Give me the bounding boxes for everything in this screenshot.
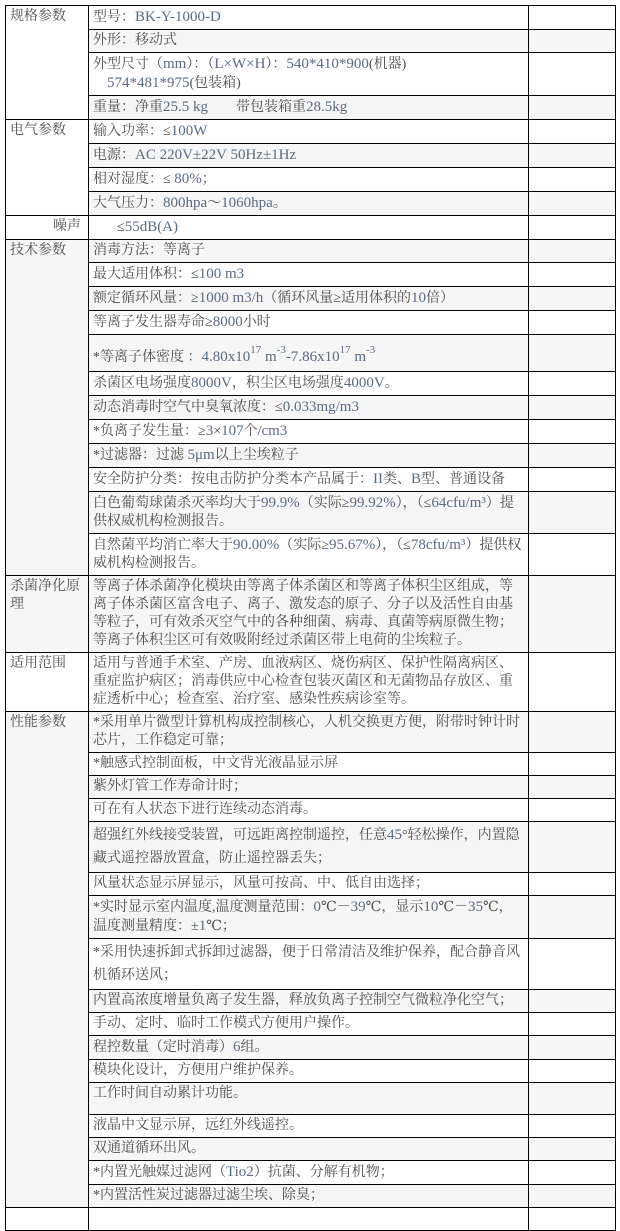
cjk-text: ℃－ — [321, 900, 351, 915]
spec-cell — [89, 168, 529, 192]
cjk-text: 以上尘埃粒子 — [214, 448, 299, 463]
cjk-text: *过滤器：过滤 — [93, 448, 188, 463]
cjk-text: ℃，显示 — [365, 900, 424, 915]
cjk-text: 等离子体杀菌净化模块由等离子体杀菌区和等离子体积尘区组成，等离子体杀菌区富含电子、离子、激发态的原子、分子以及活性自由基等粒子，可有效杀灭空气中的各种细菌、病毒、真菌等病原微生物；等离子体积尘区可有效吸附经过杀菌区带上电荷的尘埃粒子。 — [93, 579, 513, 648]
latin-text: 8000 — [212, 314, 243, 330]
latin-text: -7.86x10 — [285, 349, 340, 365]
empty-cell — [529, 1208, 616, 1231]
cjk-text: 外形：移动式 — [93, 33, 177, 48]
cjk-text: 。 — [272, 196, 287, 211]
table-row — [6, 372, 616, 396]
cjk-text: ～ — [207, 196, 222, 211]
empty-cell — [529, 1060, 616, 1083]
table-row — [6, 335, 616, 372]
cjk-text: *实时显示室内温度,温度测量范围： — [93, 900, 314, 915]
category-cell: 适用范围 — [6, 653, 89, 712]
empty-cell — [529, 712, 616, 753]
cjk-text: ）提供权威机构检测报告。 — [93, 496, 514, 529]
cjk-text: 类、 — [383, 472, 411, 487]
cjk-text: ； — [201, 172, 216, 187]
latin-text: m — [261, 349, 277, 365]
table-row — [6, 120, 616, 144]
cjk-text: 白色葡萄球菌杀灭率均大于 — [93, 496, 261, 511]
cjk-text: 紫外灯管工作寿命计时； — [93, 779, 247, 794]
table-row — [6, 1185, 616, 1208]
cjk-text: ），（≤ — [375, 538, 411, 553]
table-row — [6, 776, 616, 799]
latin-text: 6 — [233, 1039, 241, 1055]
table-row — [6, 576, 616, 653]
table-row — [6, 240, 616, 263]
category-cell: 性能参数 — [6, 712, 89, 1208]
empty-cell — [529, 192, 616, 216]
latin-text: 25.5 kg — [163, 99, 208, 115]
empty-cell — [529, 96, 616, 120]
category-cell: 杀菌净化原理 — [6, 576, 89, 653]
spec-cell — [89, 1208, 529, 1231]
latin-text: 10 — [423, 899, 439, 915]
spec-cell — [89, 1185, 529, 1208]
cjk-text: ），（≤ — [395, 496, 432, 511]
table-row — [6, 1036, 616, 1060]
latin-text: 35 — [468, 899, 484, 915]
latin-text: 107 — [221, 423, 244, 439]
cjk-text: 双通道循环出风。 — [93, 1141, 205, 1156]
category-cell: 规格参数 — [6, 6, 89, 120]
spec-cell — [89, 776, 529, 799]
cjk-text: 安全防护分类：按电击防护分类本产品属于： — [93, 472, 373, 487]
cjk-text: 适用与普通手术室、产房、血液病区、烧伤病区、保护性隔离病区、重症监护病区；消毒供应中心检查包装灭菌区和无菌物品存放区、重症透析中心；检查室、治疗室、感染性疾病诊室等。 — [93, 656, 513, 707]
table-row — [6, 96, 616, 120]
table-row — [6, 1115, 616, 1138]
superscript-text: -3 — [366, 344, 376, 356]
cjk-text: 外型尺寸（ — [93, 57, 163, 72]
cjk-text: 手动、定时、临时工作模式方便用户操作。 — [93, 1016, 359, 1031]
spec-cell — [89, 1138, 529, 1161]
cjk-text: 自然菌平均消亡率大于 — [93, 538, 233, 553]
empty-cell — [529, 372, 616, 396]
cjk-text: 内置高浓度增量负离子发生器，释放负离子控制空气微粒净化空气； — [93, 993, 513, 1008]
empty-cell — [529, 144, 616, 168]
superscript-text: -3 — [276, 344, 286, 356]
latin-text: L×W×H — [214, 56, 266, 72]
spec-cell — [89, 335, 529, 372]
latin-text: 540*410*900 — [286, 56, 369, 72]
latin-text: 64cfu/m³ — [431, 495, 486, 511]
cjk-text: （实际≥ — [279, 538, 329, 553]
cjk-text: 额定循环风量：≥ — [93, 291, 199, 306]
cjk-text: (包装箱) — [189, 76, 241, 91]
spec-cell — [89, 1161, 529, 1185]
empty-cell — [529, 396, 616, 420]
superscript-text: 17 — [250, 344, 262, 356]
table-row — [6, 1138, 616, 1161]
table-row — [6, 896, 616, 939]
empty-cell — [529, 335, 616, 372]
table-row — [6, 534, 616, 576]
cjk-text: 程控数量（定时消毒） — [93, 1040, 233, 1055]
table-row — [6, 799, 616, 822]
spec-cell — [89, 939, 529, 990]
spec-cell — [89, 240, 529, 263]
spec-cell — [89, 576, 529, 653]
empty-cell — [529, 263, 616, 287]
spec-cell — [89, 287, 529, 311]
spec-cell — [89, 192, 529, 216]
spec-cell — [89, 396, 529, 420]
empty-cell — [529, 240, 616, 263]
empty-cell — [529, 896, 616, 939]
spec-cell — [89, 96, 529, 120]
cjk-text: *内置活性炭过滤器过滤尘埃、除臭； — [93, 1188, 324, 1203]
category-cell: 技术参数 — [6, 240, 89, 576]
cjk-text: 大气压力： — [93, 196, 163, 211]
cjk-text: 等离子发生器寿命≥ — [93, 315, 213, 330]
spec-cell — [89, 120, 529, 144]
empty-cell — [529, 1115, 616, 1138]
table-row — [6, 1208, 616, 1231]
spec-cell — [89, 216, 529, 240]
spec-cell — [89, 468, 529, 492]
empty-cell — [529, 30, 616, 53]
latin-text: 0 — [313, 899, 321, 915]
latin-text: 574*481*975 — [107, 75, 190, 91]
cjk-text: 小时 — [242, 315, 271, 330]
latin-text: 100 m3 — [198, 266, 245, 282]
cjk-text: *负离子发生量：≥ — [93, 424, 206, 439]
latin-text: 1000 m3/h — [198, 290, 264, 306]
spec-cell — [89, 873, 529, 896]
cjk-text: ≤ — [117, 220, 125, 235]
latin-text: m — [350, 349, 367, 365]
latin-text: 99.92% — [349, 495, 396, 511]
table-row — [6, 53, 616, 96]
table-row — [6, 468, 616, 492]
spec-cell — [89, 1013, 529, 1036]
empty-cell — [529, 492, 616, 534]
latin-text: 28.5kg — [306, 99, 348, 115]
table-row — [6, 822, 616, 873]
spec-cell — [89, 1036, 529, 1060]
cjk-text: 超强红外线接受装置，可远距离控制遥控，任意 — [93, 828, 387, 843]
table-row — [6, 653, 616, 712]
spec-cell — [89, 534, 529, 576]
empty-cell — [529, 6, 616, 30]
latin-text: AC 220V±22V 50Hz±1Hz — [135, 147, 297, 163]
cjk-text: 消毒方法：等离子 — [93, 243, 205, 258]
cjk-text: （循环风量≥适用体积的 — [263, 291, 411, 306]
spacer — [208, 110, 236, 111]
latin-text: 4.80x10 — [201, 349, 251, 365]
latin-text: 55dB(A) — [124, 219, 179, 235]
spec-cell — [89, 1115, 529, 1138]
spec-cell — [89, 653, 529, 712]
cjk-text: 带包装箱重 — [236, 100, 306, 115]
spec-cell — [89, 444, 529, 468]
table-row — [6, 6, 616, 30]
latin-text: 3 — [205, 423, 214, 439]
table-row — [6, 396, 616, 420]
latin-text: 1 — [198, 918, 207, 934]
cjk-text: 液晶中文显示屏，远红外线遥控。 — [93, 1118, 303, 1133]
empty-cell — [529, 444, 616, 468]
empty-cell — [529, 1013, 616, 1036]
spec-cell — [89, 1060, 529, 1083]
cjk-text: 动态消毒时空气中臭氧浓度：≤ — [93, 400, 283, 415]
spec-cell — [89, 53, 529, 96]
empty-cell — [529, 534, 616, 576]
spec-cell — [89, 263, 529, 287]
superscript-text: 17 — [339, 344, 351, 356]
empty-cell — [529, 873, 616, 896]
empty-cell — [529, 1036, 616, 1060]
cjk-text: ℃； — [206, 919, 236, 934]
latin-text: BK-Y-1000-D — [135, 9, 221, 25]
table-row — [6, 216, 616, 240]
cjk-text: 模块化设计，方便用户维护保养。 — [93, 1063, 303, 1078]
empty-cell — [529, 120, 616, 144]
spec-cell — [89, 799, 529, 822]
table-row — [6, 144, 616, 168]
cjk-text: 型号： — [93, 10, 135, 25]
table-row — [6, 168, 616, 192]
cjk-text: (机器) — [368, 57, 407, 72]
latin-text: 78cfu/m³ — [410, 537, 466, 553]
spec-cell — [89, 492, 529, 534]
category-cell: 噪声 — [6, 216, 89, 240]
spec-cell — [89, 311, 529, 335]
latin-text: 800hpa — [163, 195, 208, 211]
spec-cell — [89, 753, 529, 776]
empty-cell — [529, 776, 616, 799]
table-row — [6, 1083, 616, 1115]
cjk-text: 风量状态显示屏显示，风量可按高、中、低自由选择； — [93, 876, 429, 891]
cjk-text: ℃－ — [438, 900, 469, 915]
latin-text: 8000V — [191, 375, 232, 391]
spec-cell — [89, 896, 529, 939]
cjk-text: 相对湿度：≤ — [93, 172, 175, 187]
empty-cell — [529, 1161, 616, 1185]
spec-cell — [89, 1083, 529, 1115]
empty-cell — [529, 1083, 616, 1115]
empty-cell — [529, 311, 616, 335]
cjk-text: 个/ — [243, 424, 262, 439]
spec-cell — [89, 6, 529, 30]
empty-cell — [529, 468, 616, 492]
cjk-text: ）：（ — [186, 57, 215, 72]
cjk-text: *等离子体密度 ： — [93, 350, 202, 365]
spacer — [93, 86, 107, 87]
latin-text: Tio2 — [226, 1164, 254, 1180]
spec-cell — [89, 822, 529, 873]
spec-table-body — [6, 6, 616, 1231]
empty-cell — [529, 576, 616, 653]
cjk-text: 输入功率：≤ — [93, 124, 171, 139]
latin-text: mm — [163, 56, 187, 72]
table-row — [6, 492, 616, 534]
cjk-text: ）抗菌、分解有机物； — [253, 1165, 394, 1180]
cjk-text: 型、普通设备 — [421, 472, 506, 487]
latin-text: 99.9% — [261, 495, 300, 511]
empty-cell — [529, 53, 616, 96]
cjk-text: （实际≥ — [299, 496, 350, 511]
table-row — [6, 939, 616, 990]
spec-cell — [89, 372, 529, 396]
cjk-text: 可在有人状态下进行连续动态消毒。 — [93, 802, 317, 817]
category-cell: 电气参数 — [6, 120, 89, 216]
cjk-text: ，积尘区电场强度 — [231, 376, 344, 391]
table-row — [6, 873, 616, 896]
cjk-text: × — [213, 424, 222, 439]
empty-cell — [529, 990, 616, 1013]
cjk-text: 。 — [384, 376, 399, 391]
table-row — [6, 192, 616, 216]
empty-cell — [529, 287, 616, 311]
latin-text: 80% — [174, 171, 202, 187]
empty-cell — [529, 216, 616, 240]
table-row — [6, 420, 616, 444]
latin-text: 10 — [410, 290, 426, 306]
cjk-text: ℃，温度测量精度：± — [93, 900, 513, 934]
cjk-text: 重量：净重 — [93, 100, 163, 115]
spec-cell — [89, 420, 529, 444]
spacer — [93, 230, 117, 231]
cjk-text: 最大适用体积：≤ — [93, 267, 199, 282]
table-row — [6, 30, 616, 53]
spec-table — [5, 5, 616, 1231]
latin-text: 100W — [170, 123, 208, 139]
category-cell — [6, 1208, 89, 1231]
empty-cell — [529, 822, 616, 873]
spec-cell — [89, 990, 529, 1013]
table-row — [6, 990, 616, 1013]
cjk-text: 组。 — [240, 1040, 269, 1055]
cjk-text: °轻松操作，内置隐藏式遥控器放置盒，防止遥控器丢失； — [93, 828, 520, 866]
latin-text: 0.033mg/m3 — [282, 399, 359, 415]
cjk-text: 杀菌区电场强度 — [93, 376, 191, 391]
table-row — [6, 311, 616, 335]
latin-text: cm3 — [261, 423, 288, 439]
table-row — [6, 1060, 616, 1083]
latin-text: 4000V — [343, 375, 385, 391]
empty-cell — [529, 653, 616, 712]
latin-text: 39 — [350, 899, 366, 915]
latin-text: B — [411, 471, 422, 487]
table-row — [6, 263, 616, 287]
spec-cell — [89, 144, 529, 168]
table-row — [6, 444, 616, 468]
spec-cell — [89, 30, 529, 53]
latin-text: 95.67% — [328, 537, 376, 553]
empty-cell — [529, 420, 616, 444]
latin-text: 45 — [387, 827, 402, 843]
table-row — [6, 753, 616, 776]
table-row — [6, 712, 616, 753]
empty-cell — [529, 1185, 616, 1208]
cjk-text: *采用快速拆卸式拆卸过滤器，便于日常清洁及维护保养，配合静音风机循环送风； — [93, 945, 520, 983]
table-row — [6, 1161, 616, 1185]
cjk-text: 电源： — [93, 148, 135, 163]
empty-cell — [529, 168, 616, 192]
cjk-text: *采用单片微型计算机构成控制核心，人机交换更方便，附带时钟计时芯片，工作稳定可靠； — [93, 715, 520, 748]
cjk-text: 工作时间自动累计功能。 — [93, 1086, 247, 1101]
cjk-text: *内置光触媒过滤网（ — [93, 1165, 226, 1180]
latin-text: 1060hpa — [221, 195, 273, 211]
spec-cell — [89, 712, 529, 753]
cjk-text: ）提供权威机构检测报告。 — [93, 538, 522, 571]
cjk-text: 倍） — [425, 291, 454, 306]
latin-text: 90.00% — [233, 537, 280, 553]
empty-cell — [529, 1138, 616, 1161]
table-row — [6, 1013, 616, 1036]
cjk-text: *触感式控制面板，中文背光液晶显示屏 — [93, 756, 338, 771]
table-row — [6, 287, 616, 311]
empty-cell — [529, 753, 616, 776]
empty-cell — [529, 939, 616, 990]
empty-cell — [529, 799, 616, 822]
cjk-text: ）： — [265, 57, 287, 72]
latin-text: II — [373, 471, 383, 487]
latin-text: 5μm — [187, 447, 215, 463]
